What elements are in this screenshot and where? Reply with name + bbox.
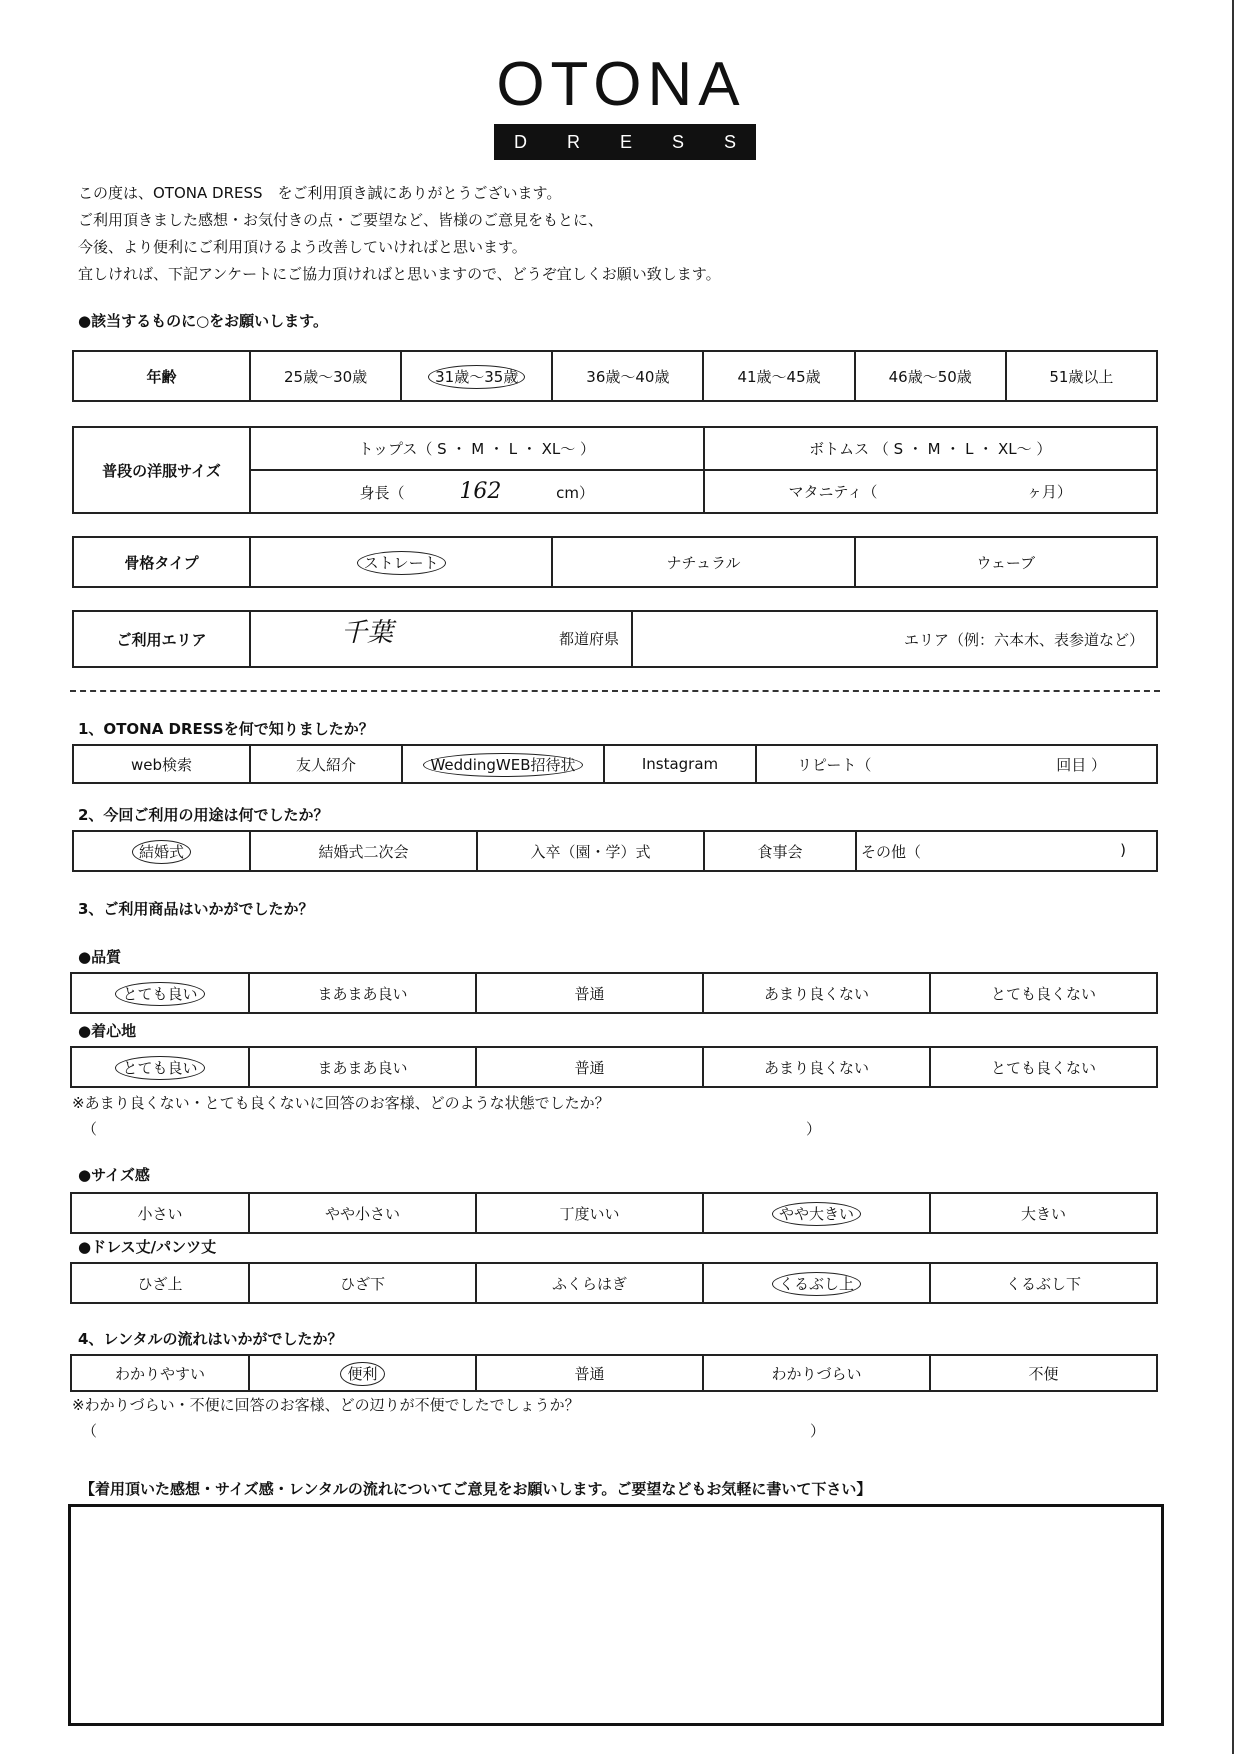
q2-option[interactable]: 食事会	[704, 831, 856, 871]
q3-heading: 3、ご利用商品はいかがでしたか？	[78, 900, 314, 918]
area-label: ご利用エリア	[73, 611, 250, 667]
q1-table	[72, 744, 1158, 784]
q4-table	[70, 1354, 1158, 1392]
q4-option[interactable]: わかりづらい	[703, 1355, 930, 1391]
length-option[interactable]: くるぶし下	[930, 1263, 1157, 1303]
q2-table	[72, 830, 1158, 872]
page-edge	[1232, 0, 1234, 1754]
instruction: ●該当するものに○をお願いします。	[78, 312, 328, 330]
comfort-option[interactable]: あまり良くない	[703, 1047, 930, 1087]
length-label: ●ドレス丈/パンツ丈	[78, 1238, 217, 1256]
prefecture-field[interactable]: 千葉 都道府県	[250, 611, 632, 667]
skeleton-option-selected[interactable]: ストレート	[250, 537, 552, 587]
intro-text	[78, 180, 1178, 288]
q1-heading: 1、OTONA DRESSを何で知りましたか？	[78, 720, 374, 738]
q2-option-selected[interactable]: 結婚式	[73, 831, 250, 871]
q1-option[interactable]: Instagram	[604, 745, 756, 783]
q1-option-selected[interactable]: WeddingWEB招待状	[402, 745, 604, 783]
q4-note: ※わかりづらい・不便に回答のお客様、どの辺りが不便でしたでしょうか？	[72, 1396, 580, 1414]
length-option[interactable]: ふくらはぎ	[476, 1263, 703, 1303]
q1-option[interactable]: 友人紹介	[250, 745, 402, 783]
logo-dress-bar	[494, 124, 756, 160]
intro-line: この度は、OTONA DRESS をご利用頂き誠にありがとうございます。	[78, 184, 562, 202]
age-option[interactable]: 41歳〜45歳	[703, 351, 854, 401]
logo-letter: D	[513, 131, 527, 152]
area-field[interactable]: エリア（例：六本木、表参道など）	[632, 611, 1157, 667]
skeleton-option[interactable]: ウェーブ	[855, 537, 1157, 587]
maternity-field[interactable]: マタニティ（ ヶ月）	[704, 470, 1158, 513]
age-option[interactable]: 51歳以上	[1006, 351, 1157, 401]
size-table	[72, 426, 1158, 514]
fit-option[interactable]: 小さい	[71, 1193, 249, 1233]
q2-other-field[interactable]: その他（ )	[856, 831, 1157, 871]
skeleton-label: 骨格タイプ	[73, 537, 250, 587]
q2-heading: 2、今回ご利用の用途は何でしたか？	[78, 806, 329, 824]
logo-letter: S	[671, 131, 684, 152]
fit-label: ●サイズ感	[78, 1166, 150, 1184]
q4-option[interactable]: 不便	[930, 1355, 1157, 1391]
age-table	[72, 350, 1158, 402]
intro-line: ご利用頂きました感想・お気付きの点・ご要望など、皆様のご意見をもとに、	[78, 211, 604, 229]
height-field[interactable]: 身長（ 162 cm）	[250, 470, 704, 513]
comment-box[interactable]	[68, 1504, 1164, 1726]
tops-size[interactable]: トップス（ S ・ M ・ L ・ XL〜 ）	[250, 427, 704, 470]
q4-paren-open: （	[82, 1422, 98, 1440]
comfort-option[interactable]: まあまあ良い	[249, 1047, 476, 1087]
q2-option[interactable]: 結婚式二次会	[250, 831, 477, 871]
comfort-option-selected[interactable]: とても良い	[71, 1047, 249, 1087]
fit-option[interactable]: 大きい	[930, 1193, 1157, 1233]
quality-option[interactable]: とても良くない	[930, 973, 1157, 1013]
quality-option-selected[interactable]: とても良い	[71, 973, 249, 1013]
q3-note: ※あまり良くない・とても良くないに回答のお客様、どのような状態でしたか？	[72, 1094, 610, 1112]
area-table	[72, 610, 1158, 668]
fit-option-selected[interactable]: やや大きい	[703, 1193, 930, 1233]
q2-option[interactable]: 入卒（園・学）式	[477, 831, 704, 871]
q3-paren-close: ）	[806, 1120, 822, 1138]
quality-option[interactable]: あまり良くない	[703, 973, 930, 1013]
size-label: 普段の洋服サイズ	[73, 427, 250, 513]
q3-paren-open: （	[82, 1120, 98, 1138]
length-option[interactable]: ひざ下	[249, 1263, 476, 1303]
q4-option[interactable]: わかりやすい	[71, 1355, 249, 1391]
age-option-selected[interactable]: 31歳〜35歳	[401, 351, 552, 401]
age-option[interactable]: 25歳〜30歳	[250, 351, 401, 401]
length-option-selected[interactable]: くるぶし上	[703, 1263, 930, 1303]
comfort-label: ●着心地	[78, 1022, 137, 1040]
q4-option-selected[interactable]: 便利	[249, 1355, 476, 1391]
q1-repeat-field[interactable]: リピート（ 回目 ）	[756, 745, 1157, 783]
length-table	[70, 1262, 1158, 1304]
quality-label: ●品質	[78, 948, 122, 966]
divider	[70, 690, 1160, 692]
q4-heading: 4、レンタルの流れはいかがでしたか？	[78, 1330, 343, 1348]
logo-title: OTONA	[496, 50, 746, 119]
fit-option[interactable]: やや小さい	[249, 1193, 476, 1233]
bottoms-size[interactable]: ボトムス （ S ・ M ・ L ・ XL〜 ）	[704, 427, 1158, 470]
q1-option[interactable]: web検索	[73, 745, 250, 783]
quality-table	[70, 972, 1158, 1014]
height-value: 162	[459, 479, 502, 504]
prefecture-value: 千葉	[341, 618, 394, 648]
logo-letter: S	[723, 131, 736, 152]
comment-heading: 【着用頂いた感想・サイズ感・レンタルの流れについてご意見をお願いします。ご要望などもお気軽に書いて下さい】	[80, 1480, 872, 1498]
skeleton-table	[72, 536, 1158, 588]
quality-option[interactable]: 普通	[476, 973, 703, 1013]
q4-option[interactable]: 普通	[476, 1355, 703, 1391]
fit-table	[70, 1192, 1158, 1234]
age-option[interactable]: 36歳〜40歳	[552, 351, 703, 401]
age-option[interactable]: 46歳〜50歳	[855, 351, 1006, 401]
quality-option[interactable]: まあまあ良い	[249, 973, 476, 1013]
fit-option[interactable]: 丁度いい	[476, 1193, 703, 1233]
length-option[interactable]: ひざ上	[71, 1263, 249, 1303]
comfort-option[interactable]: 普通	[476, 1047, 703, 1087]
skeleton-option[interactable]: ナチュラル	[552, 537, 854, 587]
q4-paren-close: ）	[810, 1422, 826, 1440]
logo-letter: R	[566, 131, 580, 152]
intro-line: 宜しければ、下記アンケートにご協力頂ければと思いますので、どうぞ宜しくお願い致します。	[78, 265, 721, 283]
age-label: 年齢	[73, 351, 250, 401]
logo-letter: E	[619, 131, 632, 152]
intro-line: 今後、より便利にご利用頂けるよう改善していければと思います。	[78, 238, 527, 256]
comfort-option[interactable]: とても良くない	[930, 1047, 1157, 1087]
comfort-table	[70, 1046, 1158, 1088]
